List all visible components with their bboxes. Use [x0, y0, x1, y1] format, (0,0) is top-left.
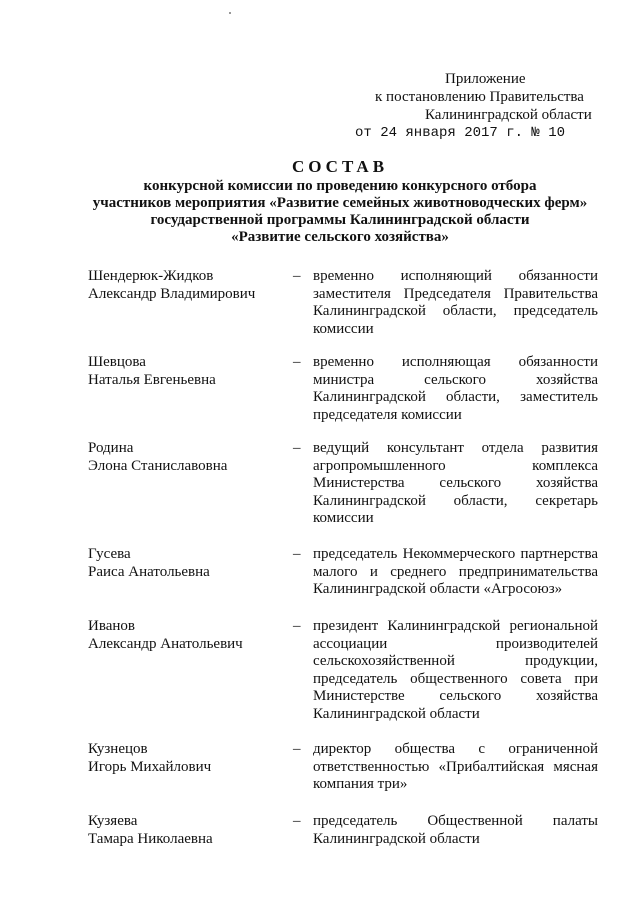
dash-separator: –	[293, 813, 301, 829]
appendix-line-3: Калининградской области	[425, 107, 592, 123]
member-position	[313, 741, 598, 794]
position-line: сельскохозяйственной продукции,	[313, 653, 598, 669]
member-position	[313, 440, 598, 528]
member-surname: Кузнецов	[88, 741, 148, 757]
position-line: ассоциации производителей	[313, 635, 598, 652]
member-given-names: Элона Станиславовна	[88, 457, 228, 474]
member-surname: Иванов	[88, 618, 135, 634]
member-surname: Шендерюк-Жидков	[88, 268, 214, 284]
position-line: Министерства сельского хозяйства	[313, 475, 598, 491]
position-line: министра сельского хозяйства	[313, 371, 598, 388]
heading-line-1: конкурсной комиссии по проведению конкурсного отбора	[143, 178, 537, 194]
appendix-date-line: от 24 января 2017 г. № 10	[355, 125, 566, 141]
dash-separator: –	[293, 741, 301, 757]
position-line: Калининградской области, председатель	[313, 303, 598, 319]
member-row	[88, 268, 608, 338]
member-position	[313, 268, 598, 338]
member-name	[88, 354, 278, 389]
position-line: агропромышленного комплекса	[313, 457, 598, 474]
member-name	[88, 268, 278, 303]
member-name	[88, 618, 278, 653]
position-line: ответственностью «Прибалтийская мясная	[313, 758, 598, 775]
dash-separator: –	[293, 440, 301, 456]
appendix-line-1: Приложение	[445, 71, 526, 87]
position-line: председателя комиссии	[313, 406, 462, 423]
member-surname: Родина	[88, 440, 134, 456]
position-line: Калининградской области, секретарь	[313, 492, 598, 509]
member-given-names: Раиса Анатольевна	[88, 563, 210, 580]
position-line: ведущий консультант отдела развития	[313, 440, 598, 456]
member-given-names: Александр Владимирович	[88, 285, 256, 302]
position-line: комиссии	[313, 320, 374, 337]
member-name	[88, 741, 278, 776]
member-row	[88, 618, 608, 728]
position-line: Калининградской области	[313, 705, 480, 722]
member-row	[88, 813, 608, 853]
member-position	[313, 813, 598, 848]
dash-separator: –	[293, 546, 301, 562]
document-heading	[60, 156, 620, 246]
position-line: председатель Общественной палаты	[313, 813, 598, 829]
dash-separator: –	[293, 354, 301, 370]
dash-separator: –	[293, 268, 301, 284]
member-surname: Шевцова	[88, 354, 146, 370]
member-position	[313, 354, 598, 424]
position-line: Калининградской области «Агросоюз»	[313, 581, 563, 597]
position-line: комиссии	[313, 510, 374, 526]
position-line: временно исполняющий обязанности	[313, 268, 598, 284]
member-surname: Гусева	[88, 546, 131, 562]
position-line: директор общества с ограниченной	[313, 741, 598, 757]
member-given-names: Наталья Евгеньевна	[88, 371, 216, 388]
position-line: малого и среднего предпринимательства	[313, 563, 598, 580]
position-line: заместителя Председателя Правительства	[313, 285, 598, 302]
scan-speck	[229, 12, 231, 14]
position-line: компания три»	[313, 776, 408, 792]
heading-line-4: «Развитие сельского хозяйства»	[231, 229, 449, 245]
member-row	[88, 741, 608, 796]
heading-line-3: государственной программы Калининградской области	[150, 212, 530, 228]
member-row	[88, 354, 608, 424]
appendix-block	[330, 70, 630, 142]
position-line: президент Калининградской региональной	[313, 618, 598, 634]
position-line: председатель общественного совета при	[313, 670, 598, 687]
member-position	[313, 546, 598, 599]
heading-title: СОСТАВ	[291, 157, 389, 176]
member-name	[88, 813, 278, 848]
position-line: Калининградской области	[313, 830, 480, 847]
position-line: Министерстве сельского хозяйства	[313, 688, 598, 704]
member-name	[88, 546, 278, 581]
member-given-names: Игорь Михайлович	[88, 758, 212, 775]
dash-separator: –	[293, 618, 301, 634]
position-line: председатель Некоммерческого партнерства	[313, 546, 598, 562]
position-line: временно исполняющая обязанности	[313, 354, 598, 370]
position-line: Калининградской области, заместитель	[313, 389, 598, 405]
member-given-names: Александр Анатольевич	[88, 635, 243, 652]
member-name	[88, 440, 278, 475]
appendix-line-2: к постановлению Правительства	[375, 89, 584, 105]
heading-line-2: участников мероприятия «Развитие семейных животноводческих ферм»	[92, 195, 588, 211]
member-surname: Кузяева	[88, 813, 138, 829]
member-row	[88, 440, 608, 530]
member-row	[88, 546, 608, 606]
member-given-names: Тамара Николаевна	[88, 830, 213, 847]
member-position	[313, 618, 598, 723]
